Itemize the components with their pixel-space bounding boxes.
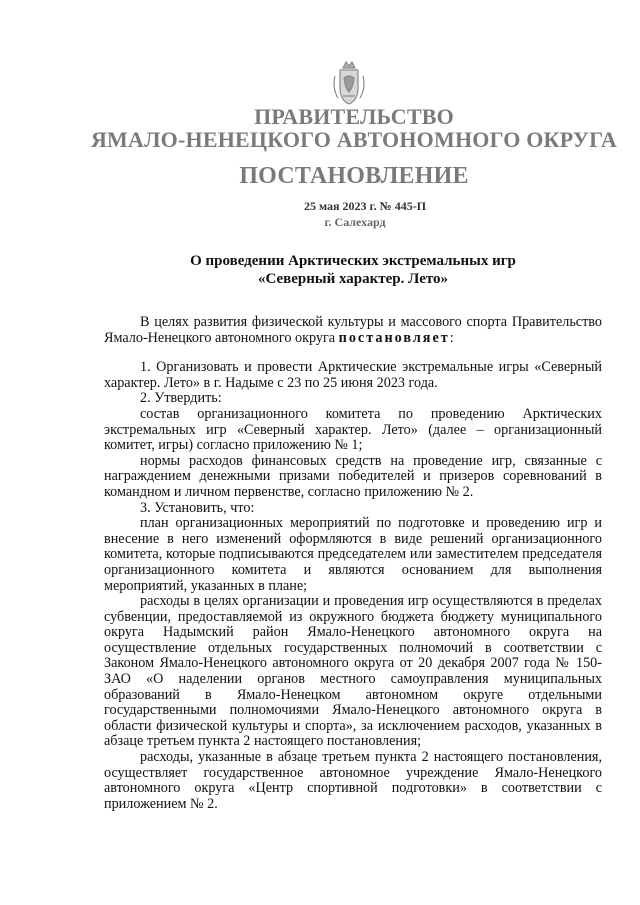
- paragraph-3b: расходы в целях организации и проведения игр осуществляются в пределах субвенции, предоставляемой из окружного бюджета бюджету муниципального округа Надымский район Ямало-Ненецкого автономного округа на осуществление отдельных государственных полномочий в соответствии с Законом Ямало-Ненецкого автономного округа от 20 декабря 2007 года № 150-ЗАО «О наделении органов местного самоуправления муниципальных образований в Ямало-Ненецком автономном округе отдельными государственными полномочиями Ямало-Ненецкого автономного округа в области физической культуры и спорта», за исключением расходов, указанных в абзаце третьем пункта 2 настоящего постановления;: [104, 593, 602, 750]
- document-body: [104, 315, 602, 812]
- document-kind: ПОСТАНОВЛЕНИЕ: [239, 163, 469, 189]
- paragraph-2a: состав организационного комитета по проведению Арктических экстремальных игр «Северный характер. Лето» (далее – организационный комитет, игры) согласно приложению № 1;: [104, 405, 602, 454]
- paragraph-1: 1. Организовать и провести Арктические экстремальные игры «Северный характер. Лето» в г. Надыме с 23 по 25 июня 2023 года.: [104, 359, 602, 391]
- decree-word: постановляет: [338, 329, 450, 346]
- government-name-line2: ЯМАЛО-НЕНЕЦКОГО АВТОНОМНОГО ОКРУГА: [90, 127, 618, 152]
- title-line1: О проведении Арктических экстремальных игр: [190, 253, 516, 269]
- paragraph-3a: план организационных мероприятий по подготовке и проведению игр и внесение в него изменений оформляются в виде решений организационного комитета, которые подписываются председателем или заместителем председателя организационного комитета и являются основанием для выполнения мероприятий, указанных в плане;: [104, 515, 602, 594]
- paragraph-3: 3. Установить, что:: [140, 499, 255, 516]
- date-number: 25 мая 2023 г. № 445-П: [303, 199, 427, 213]
- government-name-line1: ПРАВИТЕЛЬСТВО: [254, 104, 454, 129]
- paragraph-2: 2. Утвердить:: [140, 390, 222, 407]
- intro-paragraph: [104, 315, 602, 346]
- intro-end: :: [449, 329, 454, 346]
- document-title: [104, 252, 602, 288]
- city: г. Салехард: [324, 215, 386, 229]
- paragraph-3c: расходы, указанные в абзаце третьем пункта 2 настоящего постановления, осуществляет государственное автономное учреждение Ямало-Ненецкого автономного округа «Центр спортивной подготовки» в соответствии с приложением № 2.: [104, 749, 602, 812]
- paragraph-2b: нормы расходов финансовых средств на проведение игр, связанные с награждением денежными призами победителей и призеров соревнований в командном и личном первенстве, согласно приложению № 2.: [104, 452, 602, 500]
- title-line2: «Северный характер. Лето»: [257, 271, 449, 287]
- coat-of-arms-icon: [329, 58, 369, 108]
- intro-text: В целях развития физической культуры и массового спорта Правительство Ямало-Ненецкого автономного округа: [104, 314, 602, 346]
